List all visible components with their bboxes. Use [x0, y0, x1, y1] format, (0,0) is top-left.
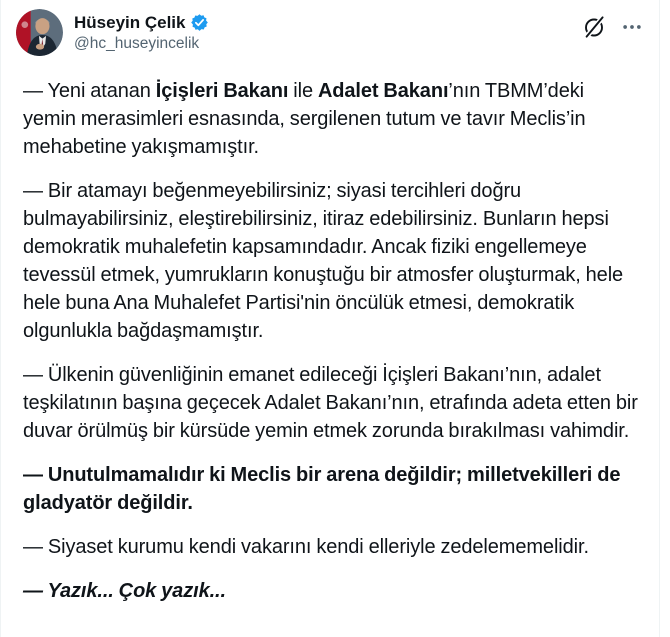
tweet-paragraph [23, 361, 638, 445]
tweet-text [1, 56, 659, 613]
tweet-text-segment: — Yazık... Çok yazık... [23, 580, 226, 602]
tweet-paragraph [23, 533, 638, 561]
grok-icon [582, 15, 606, 39]
avatar-photo [16, 9, 63, 56]
tweet-paragraph [23, 177, 638, 345]
tweet-text-segment: ile [288, 80, 318, 102]
tweet-text-segment: — Unutulmamalıdır ki Meclis bir arena değildir; milletvekilleri de gladyatör değildir. [23, 464, 621, 514]
display-name[interactable]: Hüseyin Çelik [74, 12, 186, 32]
tweet-text-segment: ’nın TBMM’deki yemin merasimleri esnasında, sergilenen tutum ve tavır Meclis’in mehabetine yakışmamıştır. [23, 80, 586, 158]
tweet-text-segment: — Ülkenin güvenliğinin emanet edileceği İçişleri Bakanı’nın, adalet teşkilatının başına geçecek Adalet Bakanı’nın, etrafında adeta etten bir duvar örülmüş bir kürsüde yemin etmek zorunda bırakılması vahimdir. [23, 364, 638, 442]
ellipsis-icon [621, 16, 643, 38]
tweet-text-segment: — Bir atamayı beğenmeyebilirsiniz; siyasi tercihleri doğru bulmayabilirsiniz, eleştirebilirsiniz, itiraz edebilirsiniz. Bunların hepsi demokratik muhalefetin kapsamındadır. Ancak fiziki engellemeye tevessül etmek, yumrukların konuştuğu bir atmosfer oluşturmak, hele hele buna Ana Muhalefet Partisi'nin öncülük etmesi, demokratik olgunlukla bağdaşmamıştır. [23, 180, 624, 342]
tweet-text-segment: Adalet Bakanı [317, 80, 449, 102]
tweet-paragraph [23, 461, 638, 517]
tweet-text-segment: İçişleri Bakanı [155, 80, 289, 102]
more-menu-button[interactable] [619, 14, 645, 40]
user-block [74, 9, 209, 56]
tweet-text-segment: — Siyaset kurumu kendi vakarını kendi elleriyle zedelememelidir. [23, 536, 589, 558]
tweet-text-segment: — Yeni atanan [23, 80, 156, 102]
tweet-paragraph [23, 77, 638, 161]
verified-badge-icon [190, 13, 209, 32]
user-handle[interactable]: @hc_huseyincelik [74, 34, 200, 52]
grok-actions-button[interactable] [581, 14, 607, 40]
header-actions [581, 14, 645, 40]
tweet-header [1, 0, 659, 56]
tweet-paragraph [23, 577, 638, 605]
avatar[interactable] [16, 9, 63, 56]
name-row [74, 12, 209, 33]
